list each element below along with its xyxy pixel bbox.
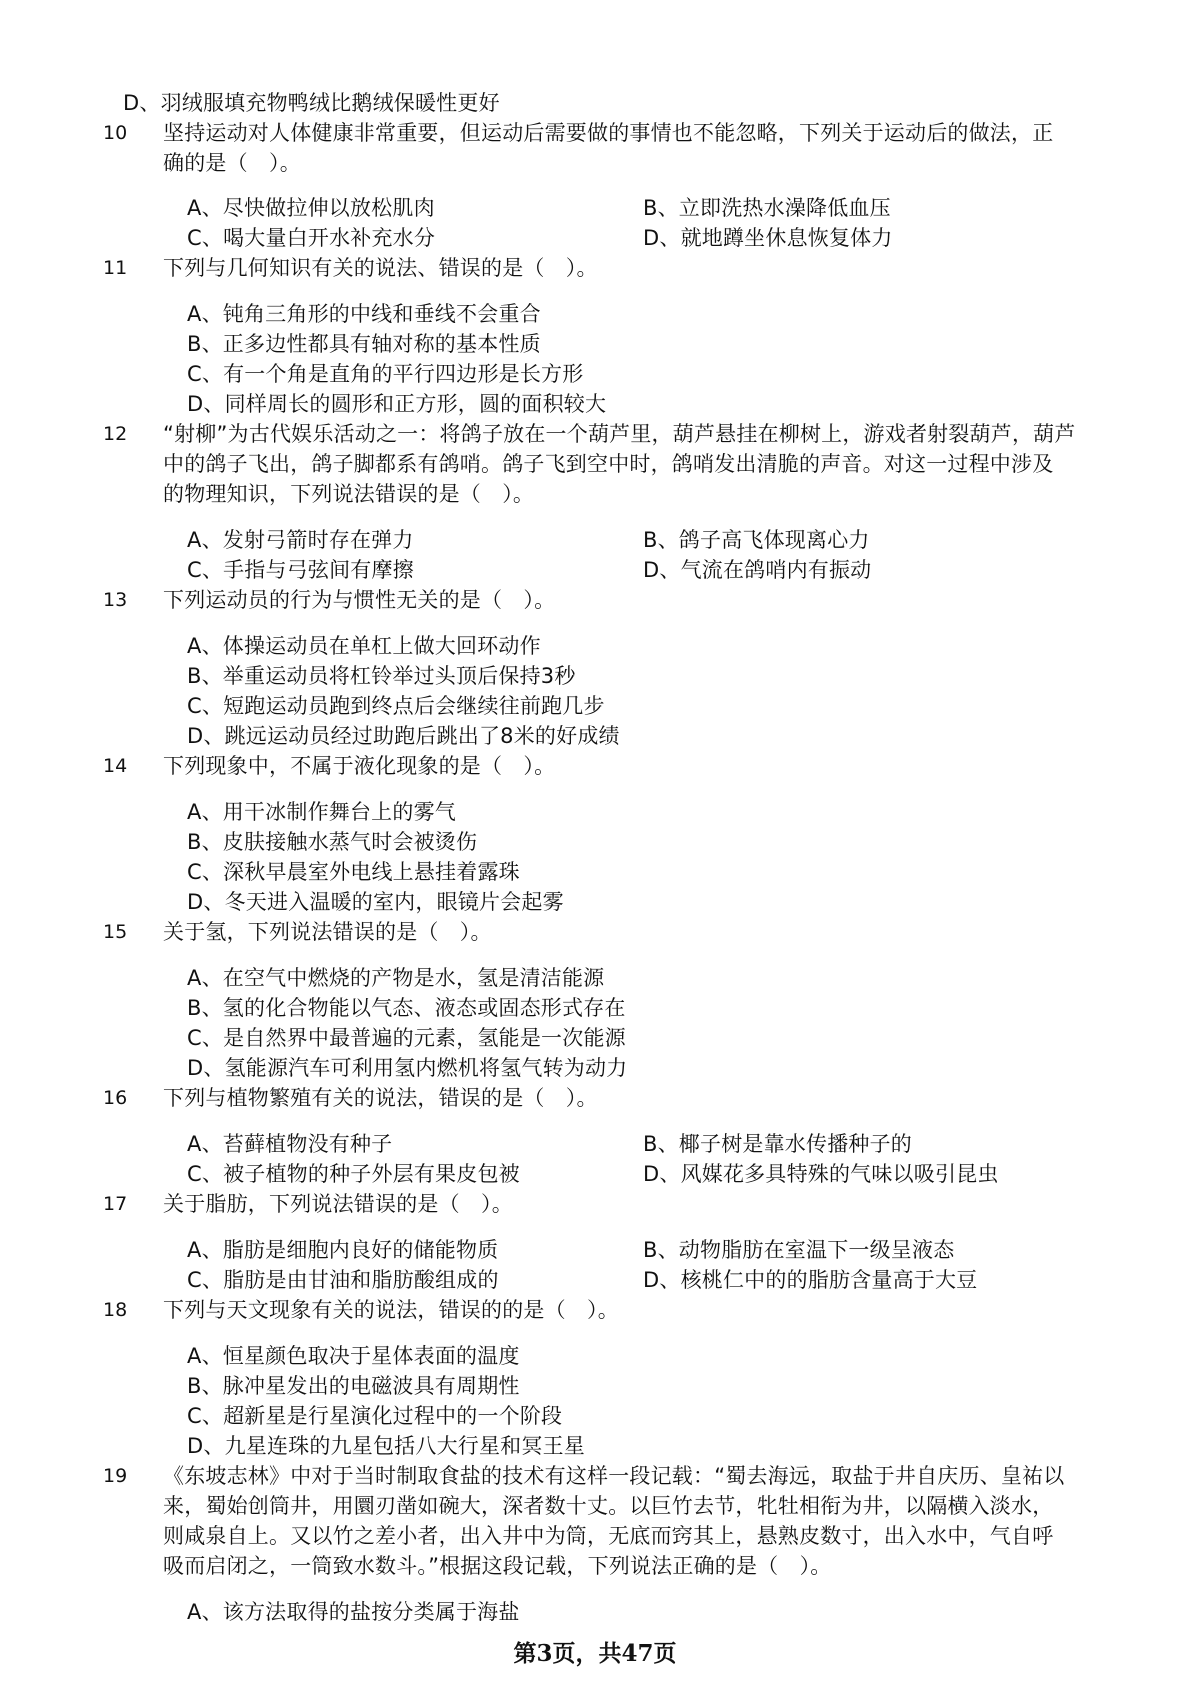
question-number: 13: [103, 589, 128, 611]
answer-option: C、短跑运动员跑到终点后会继续往前跑几步: [187, 694, 605, 718]
answer-option: B、鸽子高飞体现离心力: [643, 528, 870, 552]
question-text: 下列现象中，不属于液化现象的是（ ）。: [163, 754, 556, 778]
answer-option: B、脉冲星发出的电磁波具有周期性: [187, 1374, 520, 1398]
question-number: 14: [103, 755, 128, 777]
question-text: 下列与天文现象有关的说法，错误的的是（ ）。: [163, 1298, 619, 1322]
question-text: 中的鸽子飞出，鸽子脚都系有鸽哨。鸽子飞到空中时，鸽哨发出清脆的声音。对这一过程中涉及: [163, 452, 1054, 476]
question-number: 17: [103, 1193, 128, 1215]
question-text: 下列与几何知识有关的说法、错误的是（ ）。: [163, 256, 598, 280]
question-number: 16: [103, 1087, 128, 1109]
question-text: 关于氢，下列说法错误的是（ ）。: [163, 920, 492, 944]
answer-option: B、氢的化合物能以气态、液态或固态形式存在: [187, 996, 626, 1020]
answer-option: C、超新星是行星演化过程中的一个阶段: [187, 1404, 563, 1428]
answer-option: A、尽快做拉伸以放松肌肉: [187, 196, 435, 220]
answer-option: A、在空气中燃烧的产物是水，氢是清洁能源: [187, 966, 605, 990]
answer-option: D、就地蹲坐休息恢复体力: [643, 226, 893, 250]
answer-option: B、皮肤接触水蒸气时会被烫伤: [187, 830, 478, 854]
question-text: 的物理知识，下列说法错误的是（ ）。: [163, 482, 535, 506]
answer-option: C、被子植物的种子外层有果皮包被: [187, 1162, 520, 1186]
answer-option: D、冬天进入温暖的室内，眼镜片会起雾: [187, 890, 564, 914]
answer-option: A、该方法取得的盐按分类属于海盐: [187, 1600, 520, 1624]
answer-option: C、有一个角是直角的平行四边形是长方形: [187, 362, 584, 386]
answer-option: C、手指与弓弦间有摩擦: [187, 558, 414, 582]
answer-option: C、是自然界中最普遍的元素，氢能是一次能源: [187, 1026, 626, 1050]
question-text: 坚持运动对人体健康非常重要，但运动后需要做的事情也不能忽略，下列关于运动后的做法，正: [163, 121, 1054, 145]
answer-option: C、深秋早晨室外电线上悬挂着露珠: [187, 860, 520, 884]
answer-option: D、风媒花多具特殊的气味以吸引昆虫: [643, 1162, 999, 1186]
question-number: 15: [103, 921, 128, 943]
answer-option: B、正多边性都具有轴对称的基本性质: [187, 332, 541, 356]
answer-option: D、核桃仁中的的脂肪含量高于大豆: [643, 1268, 978, 1292]
answer-option: C、喝大量白开水补充水分: [187, 226, 436, 250]
question-text: 则咸泉自上。又以竹之差小者，出入井中为筒，无底而窍其上，悬熟皮数寸，出入水中，气自呼: [163, 1524, 1054, 1548]
question-text: “射柳”为古代娱乐活动之一：将鸽子放在一个葫芦里，葫芦悬挂在柳树上，游戏者射裂葫芦，葫芦: [163, 422, 1076, 446]
answer-option: A、发射弓箭时存在弹力: [187, 528, 414, 552]
question-number: 18: [103, 1299, 128, 1321]
answer-option: B、举重运动员将杠铃举过头顶后保持3秒: [187, 664, 576, 688]
answer-option: B、立即洗热水澡降低血压: [643, 196, 891, 220]
answer-option: C、脂肪是由甘油和脂肪酸组成的: [187, 1268, 499, 1292]
question-text: 确的是（ ）。: [163, 151, 301, 175]
answer-option: D、气流在鸽哨内有振动: [643, 558, 872, 582]
question-number: 11: [103, 257, 128, 279]
question-text: 下列运动员的行为与惯性无关的是（ ）。: [163, 588, 556, 612]
answer-option: D、跳远运动员经过助跑后跳出了8米的好成绩: [187, 724, 620, 748]
answer-option: B、动物脂肪在室温下一级呈液态: [643, 1238, 955, 1262]
answer-option: D、九星连珠的九星包括八大行星和冥王星: [187, 1434, 585, 1458]
page-footer: 第3页，共47页: [513, 1640, 677, 1667]
answer-option: A、苔藓植物没有种子: [187, 1132, 393, 1156]
answer-option: D、氢能源汽车可利用氢内燃机将氢气转为动力: [187, 1056, 628, 1080]
answer-option: A、用干冰制作舞台上的雾气: [187, 800, 456, 824]
answer-option: B、椰子树是靠水传播种子的: [643, 1132, 913, 1156]
question-text: 下列与植物繁殖有关的说法，错误的是（ ）。: [163, 1086, 598, 1110]
question-number: 10: [103, 122, 128, 144]
question-text: 关于脂肪，下列说法错误的是（ ）。: [163, 1192, 513, 1216]
answer-option: A、体操运动员在单杠上做大回环动作: [187, 634, 541, 658]
answer-option: D、同样周长的圆形和正方形，圆的面积较大: [187, 392, 607, 416]
question-number: 19: [103, 1465, 128, 1487]
question-number: 12: [103, 423, 128, 445]
answer-option: A、脂肪是细胞内良好的储能物质: [187, 1238, 499, 1262]
answer-option: A、恒星颜色取决于星体表面的温度: [187, 1344, 520, 1368]
answer-option: A、钝角三角形的中线和垂线不会重合: [187, 302, 541, 326]
question-text: 来，蜀始创筒井，用圜刃凿如碗大，深者数十丈。以巨竹去节，牝牡相衔为井，以隔横入淡水，: [163, 1494, 1054, 1518]
text-line: D、羽绒服填充物鸭绒比鹅绒保暖性更好: [123, 91, 500, 115]
question-text: 吸而启闭之，一筒致水数斗。”根据这段记载，下列说法正确的是（ ）。: [163, 1554, 832, 1578]
question-text: 《东坡志林》中对于当时制取食盐的技术有这样一段记载：“蜀去海远，取盐于井自庆历、皇祐以: [163, 1464, 1065, 1488]
